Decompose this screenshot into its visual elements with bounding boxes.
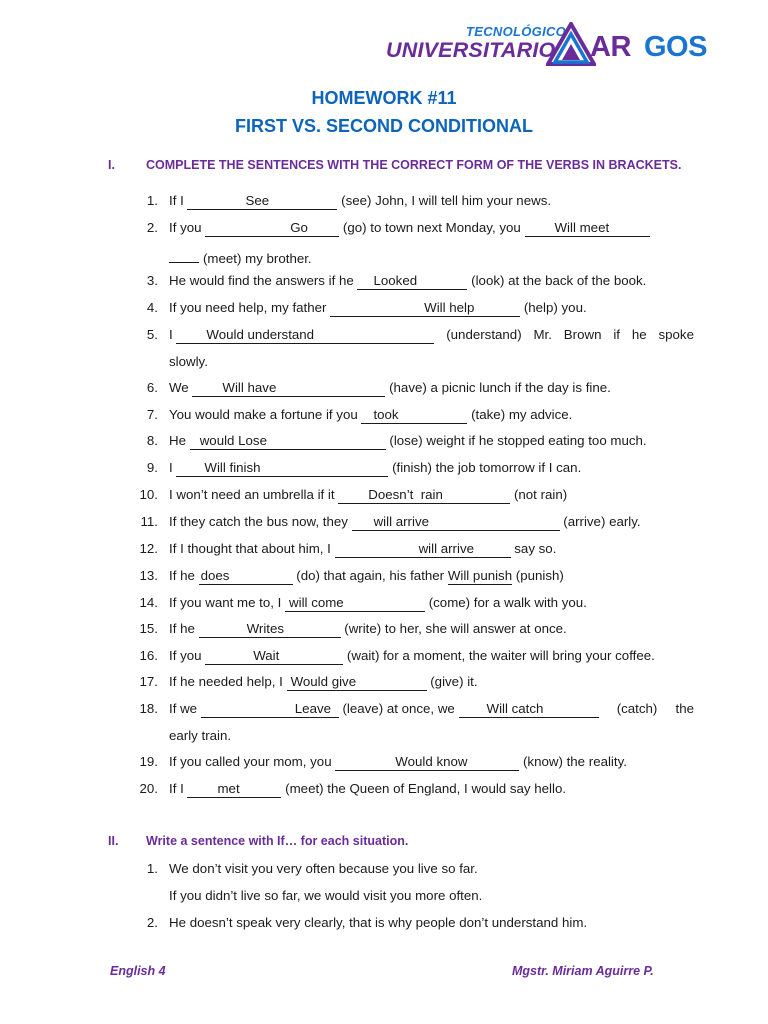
answer-blank-text: Looked (373, 273, 418, 288)
item-sentence (169, 514, 641, 529)
item-sentence (169, 460, 581, 475)
item-number: 5. (146, 327, 158, 342)
item-number: 2. (146, 220, 158, 235)
answer-blank-text: Writes (246, 621, 285, 636)
item-text-before: If they catch the bus now, they (169, 514, 352, 529)
item-text-after: (wait) for a moment, the waiter will bring your coffee. (343, 648, 655, 663)
item-text-after: (give) it. (426, 674, 478, 689)
answer-blank[interactable] (285, 595, 425, 612)
answer-blank-continued[interactable] (169, 245, 199, 263)
item-text-after: (come) for a walk with you. (425, 595, 587, 610)
item-number: 6. (146, 380, 158, 395)
exercise-item-12 (139, 539, 694, 559)
exercise-item-13 (139, 566, 694, 586)
answer-blank[interactable] (357, 273, 467, 290)
item-text-before: If I thought that about him, I (169, 541, 335, 556)
answer-blank[interactable] (361, 407, 467, 424)
item-text-before: If you want me to, I (169, 595, 286, 610)
item-sentence (169, 648, 655, 663)
item-word: if (613, 327, 620, 342)
item-text-after: (write) to her, she will answer at once. (340, 621, 567, 636)
exercise-item-10 (139, 485, 694, 505)
exercise-item-2 (146, 218, 694, 238)
logo-brand-ar: AR (590, 31, 631, 63)
item-text-before: He would find the answers if he (169, 273, 358, 288)
item-sentence (169, 193, 551, 208)
item-text-before: If I (169, 193, 188, 208)
item-sentence (169, 300, 587, 315)
item-text-after: (do) that again, his father (292, 568, 448, 583)
item-text-end: (punish) (512, 568, 564, 583)
exercise-item-8 (146, 431, 694, 451)
answer-blank[interactable] (199, 621, 341, 638)
item-number: 3. (146, 273, 158, 288)
item-text-before: If we (169, 701, 201, 716)
item-text-after: (lose) weight if he stopped eating too much. (385, 433, 647, 448)
item-text-continued: early train. (169, 728, 232, 743)
item-sentence (169, 273, 646, 288)
answer-blank-text: Would give (290, 674, 357, 689)
answer-blank[interactable] (330, 300, 520, 317)
item-text-after: (have) a picnic lunch if the day is fine. (385, 380, 611, 395)
institution-logo (386, 22, 726, 66)
situation-item-1 (146, 859, 694, 879)
item-number: 13. (139, 568, 158, 583)
item-text-continued: (meet) my brother. (203, 251, 312, 266)
item-text-before: If he (169, 568, 199, 583)
item-number: 16. (139, 648, 158, 663)
answer-blank-text: See (245, 193, 270, 208)
answer-blank-text: took (373, 407, 399, 422)
section-2-instruction: Write a sentence with If… for each situation. (146, 834, 409, 848)
exercise-item-16 (139, 646, 694, 666)
item-number: 12. (139, 541, 158, 556)
answer-blank-text: Will help (424, 300, 475, 315)
answer-blank-2[interactable] (525, 220, 650, 237)
answer-blank-text: would Lose (199, 433, 267, 448)
item-number: 14. (139, 595, 158, 610)
answer-blank-text: Leave (294, 701, 332, 716)
section-2-number: II. (108, 834, 119, 848)
item-sentence (169, 433, 647, 448)
exercise-item-18-continued (169, 726, 694, 746)
answer-blank[interactable] (201, 701, 339, 718)
logo-text-universitario: UNIVERSITARIO (386, 38, 556, 62)
answer-blank-2[interactable] (448, 568, 512, 585)
item-text-after: (take) my advice. (467, 407, 573, 422)
item-text-after: say so. (510, 541, 557, 556)
item-text-continued: slowly. (169, 354, 208, 369)
exercise-item-11 (140, 512, 694, 532)
exercise-item-6 (146, 378, 694, 398)
footer-teacher: Mgstr. Miriam Aguirre P. (512, 964, 654, 978)
situation-answer-text: If you didn’t live so far, we would visit you more often. (169, 888, 483, 903)
item-sentence (169, 781, 566, 796)
logo-text-tecnologico: TECNOLÓGICO (466, 24, 567, 39)
item-word: Mr. (533, 327, 552, 342)
item-sentence (169, 674, 478, 689)
answer-blank-text: Wait (253, 648, 280, 663)
situation-text: We don’t visit you very often because you live so far. (169, 861, 478, 876)
item-number: 15. (139, 621, 158, 636)
item-number: 4. (146, 300, 158, 315)
answer-blank[interactable] (176, 327, 434, 344)
item-sentence (169, 380, 611, 395)
answer-blank[interactable] (205, 220, 339, 237)
situation-item-2 (146, 913, 694, 933)
item-word: Brown (563, 327, 602, 342)
item-text-after: (arrive) early. (559, 514, 641, 529)
logo-brand-gos: GOS (644, 31, 707, 63)
answer-blank[interactable] (335, 754, 519, 771)
item-number: 2. (146, 915, 158, 930)
item-number: 10. (139, 487, 158, 502)
answer-blank-text: Doesn’t rain (368, 487, 443, 502)
answer-blank-text: Go (290, 220, 308, 235)
answer-blank-text: Will have (222, 380, 277, 395)
answer-blank-text: Would know (395, 754, 468, 769)
item-text-before: If you called your mom, you (169, 754, 336, 769)
answer-blank-text: will come (289, 595, 344, 610)
answer-blank-text: does (200, 568, 230, 583)
item-head (169, 325, 434, 345)
argos-triangle-icon (546, 22, 596, 66)
item-word: the (675, 701, 694, 716)
item-number: 9. (146, 460, 158, 475)
section-1-number: I. (108, 158, 115, 172)
answer-blank-text: Would understand (206, 327, 315, 342)
answer-blank-2-text: Will meet (554, 220, 610, 235)
answer-blank-text: will arrive (418, 541, 474, 556)
item-sentence (169, 621, 567, 636)
answer-blank[interactable] (199, 568, 293, 585)
item-text-after: (not rain) (510, 487, 568, 502)
exercise-item-20 (139, 779, 694, 799)
exercise-item-14 (139, 593, 694, 613)
item-number: 8. (146, 433, 158, 448)
situation-text: He doesn’t speak very clearly, that is why people don’t understand him. (169, 915, 588, 930)
item-text-before: If he (169, 621, 199, 636)
answer-blank-text: met (217, 781, 240, 796)
item-word: (catch) (616, 701, 658, 716)
item-text-after: (finish) the job tomorrow if I can. (388, 460, 582, 475)
answer-blank-text: will arrive (373, 514, 429, 529)
item-number: 19. (139, 754, 158, 769)
footer-course: English 4 (110, 964, 166, 978)
exercise-item-9 (146, 458, 694, 478)
item-text-before: If you need help, my father (169, 300, 331, 315)
item-number: 17. (139, 674, 158, 689)
item-sentence (169, 701, 599, 716)
answer-blank[interactable] (338, 487, 510, 504)
item-text-before: He (169, 433, 190, 448)
exercise-item-7 (146, 405, 694, 425)
item-sentence (169, 568, 564, 583)
item-text-after: (help) you. (520, 300, 587, 315)
exercise-item-4 (146, 298, 694, 318)
item-word: spoke (658, 327, 694, 342)
item-text-before: If you (169, 648, 206, 663)
item-text-before: If he needed help, I (169, 674, 287, 689)
exercise-item-5-continued (169, 352, 694, 372)
answer-blank-2[interactable] (459, 701, 599, 718)
item-number: 7. (146, 407, 158, 422)
item-sentence (169, 595, 587, 610)
item-text-before: If I (169, 781, 188, 796)
exercise-item-19 (139, 752, 694, 772)
item-word: he (631, 327, 647, 342)
item-text-after: (meet) the Queen of England, I would say hello. (281, 781, 567, 796)
exercise-item-3 (146, 271, 694, 291)
item-text-before: I (169, 327, 177, 342)
section-1-instruction: COMPLETE THE SENTENCES WITH THE CORRECT FORM OF THE VERBS IN BRACKETS. (146, 158, 682, 172)
item-number: 1. (146, 193, 158, 208)
item-number: 11. (140, 514, 158, 529)
homework-title: HOMEWORK #11 (311, 88, 457, 108)
item-sentence (169, 541, 556, 556)
answer-blank[interactable] (352, 514, 560, 531)
answer-blank-text: Will finish (204, 460, 261, 475)
answer-blank[interactable] (192, 380, 385, 397)
exercise-item-18 (139, 699, 694, 719)
item-text-after: (know) the reality. (519, 754, 627, 769)
homework-subtitle: FIRST VS. SECOND CONDITIONAL (234, 116, 533, 136)
item-sentence (169, 407, 572, 422)
exercise-item-17 (139, 672, 694, 692)
exercise-item-1 (146, 191, 694, 211)
answer-blank[interactable] (287, 674, 427, 691)
item-text-after: (go) to town next Monday, you (339, 220, 525, 235)
exercise-item-15 (139, 619, 694, 639)
answer-blank[interactable] (176, 460, 388, 477)
item-sentence (169, 327, 434, 342)
item-number: 18. (139, 701, 158, 716)
item-text-before: I (169, 460, 177, 475)
item-text-middle: (leave) at once, we (338, 701, 459, 716)
answer-blank-2-text: Will catch (486, 701, 544, 716)
answer-blank[interactable] (187, 193, 337, 210)
item-sentence (169, 487, 567, 502)
answer-blank[interactable] (205, 648, 343, 665)
item-word: (understand) (446, 327, 522, 342)
item-sentence (169, 220, 650, 235)
item-sentence (169, 754, 627, 769)
item-text-before: I won’t need an umbrella if it (169, 487, 339, 502)
answer-blank[interactable] (187, 781, 281, 798)
answer-blank[interactable] (190, 433, 386, 450)
answer-blank[interactable] (335, 541, 511, 558)
item-text-after: (see) John, I will tell him your news. (337, 193, 552, 208)
situation-answer-1[interactable] (169, 886, 694, 906)
exercise-item-5 (146, 325, 694, 345)
item-number: 20. (139, 781, 158, 796)
item-number: 1. (146, 861, 158, 876)
exercise-item-2-continued (169, 245, 694, 265)
answer-blank-2-text: Will punish (447, 568, 513, 583)
item-text-before: You would make a fortune if you (169, 407, 362, 422)
item-head (169, 699, 599, 719)
item-text-before: We (169, 380, 193, 395)
item-text-after: (look) at the back of the book. (467, 273, 647, 288)
item-text-before: If you (169, 220, 206, 235)
